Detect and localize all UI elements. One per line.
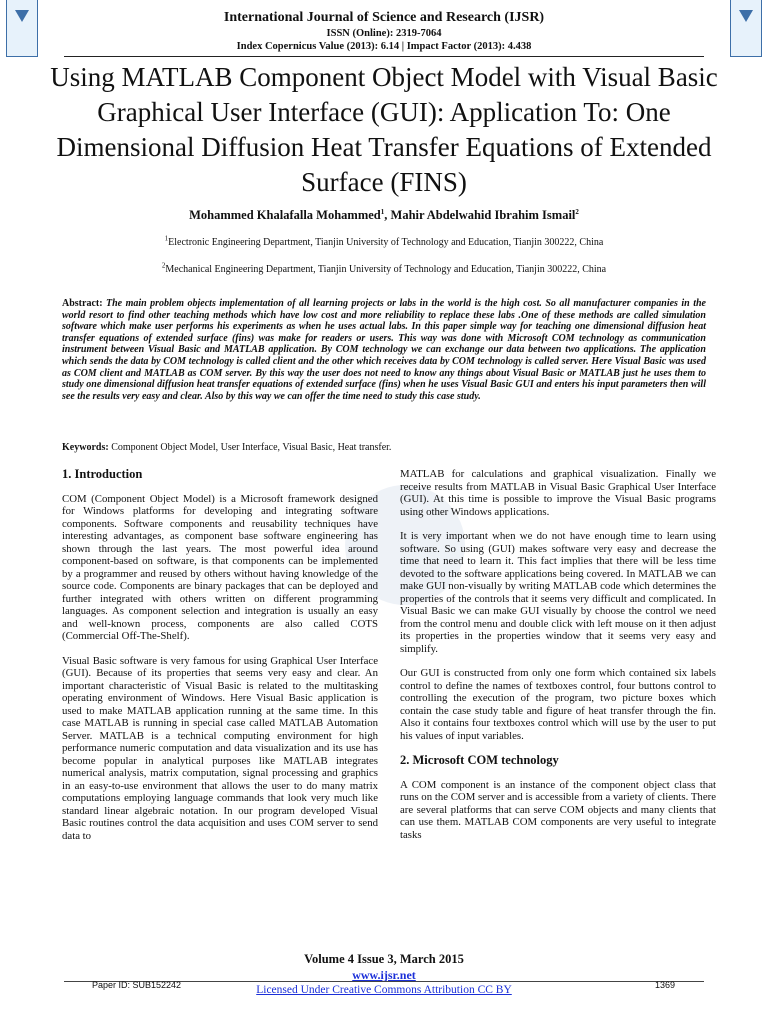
author-line: [0, 208, 768, 223]
page-number: 1369: [655, 980, 676, 990]
keywords: Keywords: Component Object Model, User Interface, Visual Basic, Heat transfer.: [62, 442, 392, 453]
affiliation-2-text: Mechanical Engineering Department, Tianjin University of Technology and Education, Tianjin 300222, China: [165, 264, 607, 275]
keywords-text: Component Object Model, User Interface, Visual Basic, Heat transfer.: [111, 442, 392, 453]
volume-issue: Volume 4 Issue 3, March 2015: [304, 952, 464, 966]
section-heading-introduction: 1. Introduction: [62, 467, 143, 481]
column-left: [62, 468, 378, 854]
paper-title: Using MATLAB Component Object Model with Visual Basic Graphical User Interface (GUI): Application To: One Dimensional Diffusion Heat Transfer Equations of Extended Surface (FINS): [50, 62, 718, 197]
issn: ISSN (Online): 2319-7064: [326, 28, 442, 39]
journal-url-link[interactable]: www.ijsr.net: [352, 968, 416, 982]
paragraph: A COM component is an instance of the component object class that runs on the COM server and is accessible from a variety of clients. There are several platforms that can serve COM objects and many clients that can use them. MATLAB COM components are very useful to integrate tasks: [400, 778, 716, 841]
paragraph: MATLAB for calculations and graphical visualization. Finally we receive results from MATLAB in Visual Basic Graphical User Interface (GUI). At this time is possible to improve the Visual Basic programs using other Windows applications.: [400, 468, 716, 518]
author-separator: ,: [384, 208, 391, 222]
author-1: Mohammed Khalafalla Mohammed: [189, 208, 381, 222]
affiliation-2: [0, 261, 768, 275]
paper-id: Paper ID: SUB152242: [92, 980, 182, 990]
paragraph: Visual Basic software is very famous for using Graphical User Interface (GUI). Because of its properties that seems very easy and clear. An important characteristic of Visual Basic is related to the multitasking operating environment of Windows. Here Visual Basic application is used to make MATLAB application running at the same time. In this case MATLAB is running in special case called MATLAB Automation Server. MATLAB is a technical computing environment for high performance numeric computation and data visualization and its use has become popular in analytical purposes like MATLAB integrates numerical analysis, matrix computation, signal processing and graphics in an easy-to-use environment that allows the user to do many matrix computations employing language commands that look very much like standard linear algebraic notation. In our program developed Visual Basic routines control the data acquisition and uses COM server to send data to: [62, 654, 378, 842]
abstract: Abstract: The main problem objects implementation of all learning projects or labs in the world is the high cost. So all manufacturer companies in the world resort to find other teaching methods which have low cost and more reliability to replace these labs .One of these methods are called simulation software which make user performs his experiments as when he uses actual labs. In this paper simple way for teaching one dimensional diffusion heat transfer equations of extended surface (fins) was make for readers or users. This way was done with Microsoft COM technology as communication instrument between Visual Basic and MATLAB application. By COM technology we can exchange our data between two applications. The application which sends the data by COM technology is called client and the other which receives data by COM technology is called server. Here Visual Basic was used as COM client and MATLAB as COM server. By this way the user does not need to know any things about Visual Basic or MATLAB just he uses them to study one dimensional diffusion heat transfer equations of extended surface (fins) when he uses Visual Basic GUI and enters his input parameters then will see the results very easy and clear. Also by this way we can offer the time need to study this case study.: [62, 298, 706, 402]
paragraph: COM (Component Object Model) is a Microsoft framework designed for Windows platforms for developing and integrating software components. Software components and reusability techniques have interesting advantages, as component base software engineering has shown through the last years. The most powerful idea around component-based on software, is that components can be implemented by a programmer and reused by others without having knowledge of the source code. Components are binary packages that can be deployed and further integrated with others written on different programming languages. As component selection and integration is usually an easy and well-known process, components are also called COTS (Commercial Off-The-Shelf).: [62, 492, 378, 642]
column-right: [400, 468, 716, 853]
journal-name: International Journal of Science and Research (IJSR): [223, 10, 545, 25]
author-1-sup: 1: [380, 207, 385, 216]
abstract-label: Abstract: [62, 298, 100, 309]
affiliation-1: [0, 234, 768, 248]
paragraph: Our GUI is constructed from only one form which contained six labels control to define the names of textboxes control, four buttons control to controlling the execution of the program, two picture boxes which contain the case study table and figure of heat transfer through the fin. Also it contains four textboxes control which will use by the user to put his values of input variables.: [400, 667, 716, 742]
paragraph: It is very important when we do not have enough time to learn using software. So using (GUI) makes software very easy and decrease the time that need to learn it. This fact implies that there will be less time devoted to the software applications being covered. In MATLAB we can make GUI non-visually by writing MATLAB code which determines the properties of the controls that it seems very difficult and complicated. In Visual Basic we can make GUI visually by choose the control we need from the control menu and double click with left mouse on it then adjust its properties in the properties window that it seems very easy and simplify.: [400, 530, 716, 655]
header-divider: [64, 56, 704, 57]
author-2-sup: 2: [575, 207, 579, 216]
affiliation-2-sup: 2: [161, 261, 166, 270]
index-value: Index Copernicus Value (2013): 6.14 | Impact Factor (2013): 4.438: [236, 41, 532, 52]
license-link[interactable]: Licensed Under Creative Commons Attribution CC BY: [256, 984, 512, 996]
author-2: Mahir Abdelwahid Ibrahim Ismail: [390, 208, 576, 222]
affiliation-1-text: Electronic Engineering Department, Tianjin University of Technology and Education, Tianjin 300222, China: [168, 237, 604, 248]
affiliation-1-sup: 1: [164, 234, 169, 243]
section-heading-com: 2. Microsoft COM technology: [400, 753, 559, 767]
abstract-text: The main problem objects implementation of all learning projects or labs in the world is the high cost. So all manufacturer companies in the world resort to find other teaching methods which have low cost and more reliability to replace these labs .One of these methods are called simulation software which make user performs his experiments as when he uses actual labs. In this paper simple way for teaching one dimensional diffusion heat transfer equations of extended surface (fins) was make for readers or users. This way was done with Microsoft COM technology as communication instrument between Visual Basic and MATLAB application. By COM technology we can exchange our data between two applications. The application which sends the data by COM technology is called client and the other which receives data by COM technology is called server. Here Visual Basic was used as COM client and MATLAB as COM server. By this way the user does not need to know any things about Visual Basic or MATLAB just he uses them to study one dimensional diffusion heat transfer equations of extended surface (fins) when he uses Visual Basic GUI and enters his input parameters then will see the results very easy and clear. Also by this way we can offer the time need to study this case study.: [62, 298, 706, 402]
keywords-label: Keywords: [62, 442, 106, 453]
